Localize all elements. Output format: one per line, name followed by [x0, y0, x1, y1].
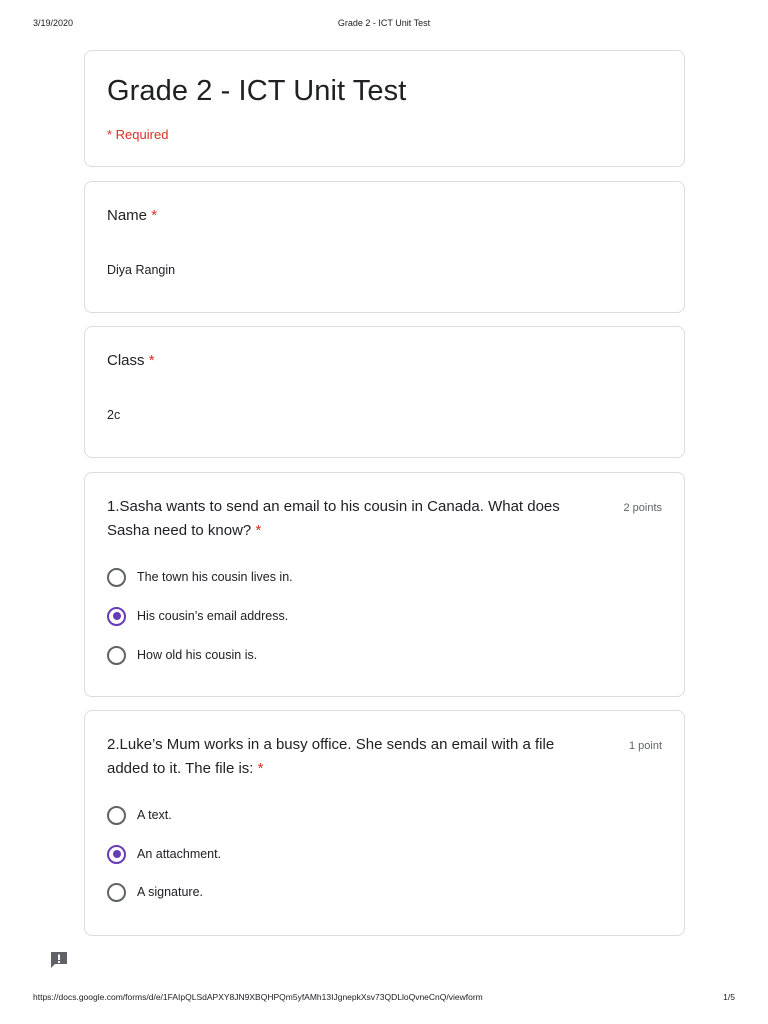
question-label-text: Class — [107, 352, 145, 369]
radio-option[interactable] — [107, 567, 293, 587]
question-text: 2.Luke’s Mum works in a busy office. She sends an email with a file added to it. The file is: — [107, 736, 555, 777]
report-feedback-icon[interactable] — [49, 950, 69, 970]
question-label-text: Name — [107, 207, 148, 224]
page-indicator: 1/5 — [723, 992, 735, 1002]
question-text-1 — [107, 495, 587, 543]
option-label: An attachment. — [137, 847, 222, 861]
question-label-class — [107, 352, 155, 369]
form-title: Grade 2 - ICT Unit Test — [107, 75, 407, 107]
question-text-2 — [107, 733, 587, 781]
radio-button[interactable] — [107, 806, 126, 825]
radio-option[interactable] — [107, 882, 203, 902]
points-badge: 1 point — [628, 740, 662, 752]
option-label: A signature. — [137, 885, 204, 899]
option-label: The town his cousin lives in. — [137, 570, 293, 584]
radio-button-selected[interactable] — [107, 845, 126, 864]
option-label: His cousin’s email address. — [137, 609, 289, 623]
page-url: https://docs.google.com/forms/d/e/1FAIpQLSdAPXY8JN9XBQHPQm5yfAMh13IJgnepkXsv73QDLloQvneCnQ/viewform — [33, 992, 483, 1002]
radio-button[interactable] — [107, 568, 126, 587]
question-card-name — [84, 181, 685, 313]
print-title: Grade 2 - ICT Unit Test — [337, 18, 431, 28]
option-label: How old his cousin is. — [137, 648, 258, 662]
radio-option[interactable] — [107, 645, 257, 665]
radio-button[interactable] — [107, 883, 126, 902]
option-label: A text. — [137, 808, 172, 822]
radio-button-selected[interactable] — [107, 607, 126, 626]
form-header-card — [84, 50, 685, 167]
radio-button[interactable] — [107, 646, 126, 665]
question-card-1 — [84, 472, 685, 697]
required-asterisk: * — [257, 760, 264, 777]
points-badge: 2 points — [623, 502, 662, 514]
class-answer[interactable]: 2c — [107, 408, 121, 422]
radio-option[interactable] — [107, 805, 172, 825]
required-asterisk: * — [151, 207, 158, 224]
print-header — [0, 18, 768, 32]
required-note: * Required — [107, 127, 169, 142]
radio-option[interactable] — [107, 606, 288, 626]
print-footer — [0, 992, 768, 1006]
question-text: 1.Sasha wants to send an email to his cousin in Canada. What does Sasha need to know? — [107, 498, 560, 539]
question-card-class — [84, 326, 685, 458]
required-asterisk: * — [148, 352, 155, 369]
radio-option[interactable] — [107, 844, 221, 864]
name-answer[interactable]: Diya Rangin — [107, 263, 176, 277]
question-card-2 — [84, 710, 685, 936]
question-label-name — [107, 207, 157, 224]
required-asterisk: * — [255, 522, 262, 539]
print-date: 3/19/2020 — [33, 18, 74, 28]
